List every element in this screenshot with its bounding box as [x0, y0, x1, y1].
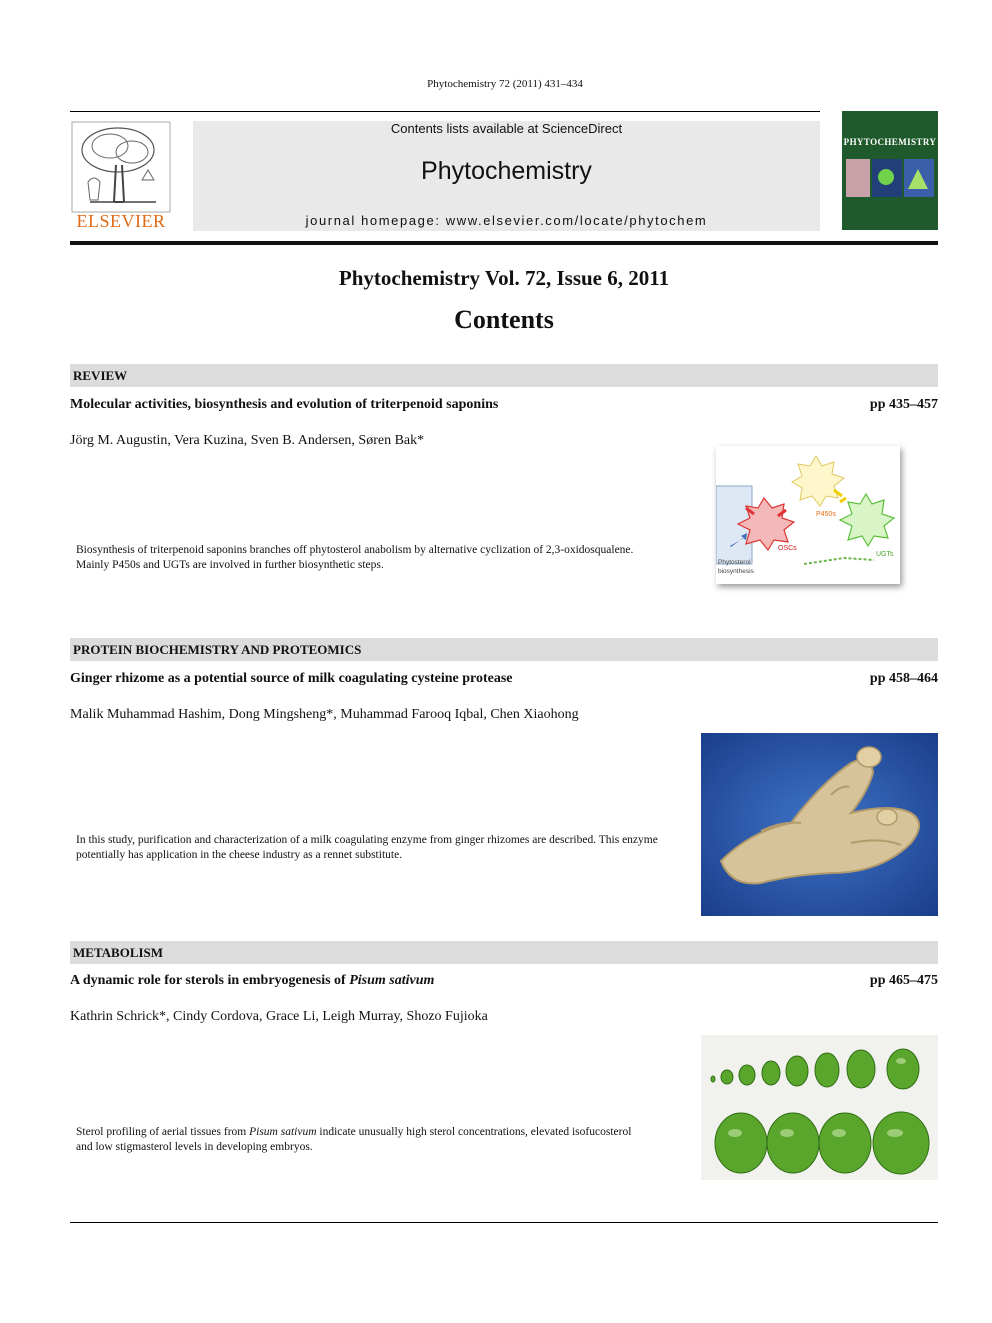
- article-authors: Jörg M. Augustin, Vera Kuzina, Sven B. Andersen, Søren Bak*: [70, 433, 425, 448]
- section-heading-protein-biochemistry: [70, 638, 938, 661]
- graphical-abstract-text: In this study, purification and characterization of a milk coagulating enzyme from ginger rhizomes are described. This enzyme potentially has application in the cheese industry as a rennet substitute.: [76, 834, 658, 861]
- elsevier-wordmark: ELSEVIER: [76, 211, 166, 231]
- article-pages: pp 435–457: [869, 397, 938, 412]
- contents-heading: Contents: [454, 305, 554, 334]
- graphical-abstract-text: [76, 1125, 646, 1155]
- article-authors: Kathrin Schrick*, Cindy Cordova, Grace Li, Leigh Murray, Shozo Fujioka: [70, 1009, 488, 1024]
- contents-lists-line: Contents lists available at ScienceDirect: [390, 121, 623, 136]
- journal-name: Phytochemistry: [421, 157, 592, 185]
- section-label: PROTEIN BIOCHEMISTRY AND PROTEOMICS: [73, 642, 362, 657]
- biosynthesis-label: biosynthesis: [718, 568, 754, 575]
- tree-icon: [70, 120, 172, 214]
- graphical-abstract-photo: [701, 733, 938, 916]
- article-authors: Malik Muhammad Hashim, Dong Mingsheng*, Muhammad Farooq Iqbal, Chen Xiaohong: [70, 707, 579, 722]
- graphical-abstract-text: Biosynthesis of triterpenoid saponins branches off phytosterol anabolism by alternative cyclization of 2,3-oxidosqualene. Mainly P450s and UGTs are involved in further biosynthetic steps.: [76, 544, 634, 571]
- section-label: REVIEW: [73, 368, 128, 383]
- graphical-abstract-figure: [716, 446, 900, 584]
- abstract-text-end: indicate unusually high sterol concentrations, elevated isofucosterol and low stigmasterol levels in developing embryos.: [76, 1126, 632, 1153]
- saponin-pathway-diagram: [716, 446, 900, 584]
- article-title[interactable]: [70, 973, 434, 989]
- pea-embryo-image: [701, 1035, 938, 1180]
- article-title-text: A dynamic role for sterols in embryogenesis of: [70, 973, 350, 988]
- article-pages: pp 465–475: [869, 973, 938, 988]
- elsevier-logo: [70, 120, 172, 232]
- ugts-label: UGTs: [876, 551, 894, 558]
- phytosterol-label: Phytosterol: [718, 559, 751, 566]
- journal-banner: [193, 121, 820, 231]
- running-head: Phytochemistry 72 (2011) 431–434: [427, 78, 583, 90]
- oscs-label: OSCs: [778, 545, 797, 552]
- section-heading-review: [70, 364, 938, 387]
- ginger-rhizome-image: [701, 733, 938, 916]
- graphical-abstract-photo: [701, 1035, 938, 1180]
- header-thick-rule: [70, 241, 938, 245]
- section-heading-metabolism: [70, 941, 938, 964]
- footer-rule: [70, 1222, 938, 1223]
- header-rule: [70, 111, 820, 112]
- p450-label: P450s: [816, 511, 836, 518]
- article-title-species: Pisum sativum: [349, 973, 435, 988]
- section-label: METABOLISM: [73, 945, 164, 960]
- cover-image: [846, 159, 934, 199]
- article-title[interactable]: Ginger rhizome as a potential source of milk coagulating cysteine protease: [70, 671, 513, 686]
- journal-cover-thumbnail: [842, 111, 938, 230]
- issue-title: Phytochemistry Vol. 72, Issue 6, 2011: [338, 266, 670, 290]
- abstract-text: Sterol profiling of aerial tissues from: [76, 1126, 250, 1138]
- article-title[interactable]: Molecular activities, biosynthesis and evolution of triterpenoid saponins: [70, 397, 499, 412]
- abstract-species: Pisum sativum: [249, 1126, 317, 1138]
- cover-title: PHYTOCHEMISTRY: [843, 137, 937, 147]
- journal-homepage-link[interactable]: journal homepage: www.elsevier.com/locate/phytochem: [305, 213, 708, 228]
- article-pages: pp 458–464: [869, 671, 938, 686]
